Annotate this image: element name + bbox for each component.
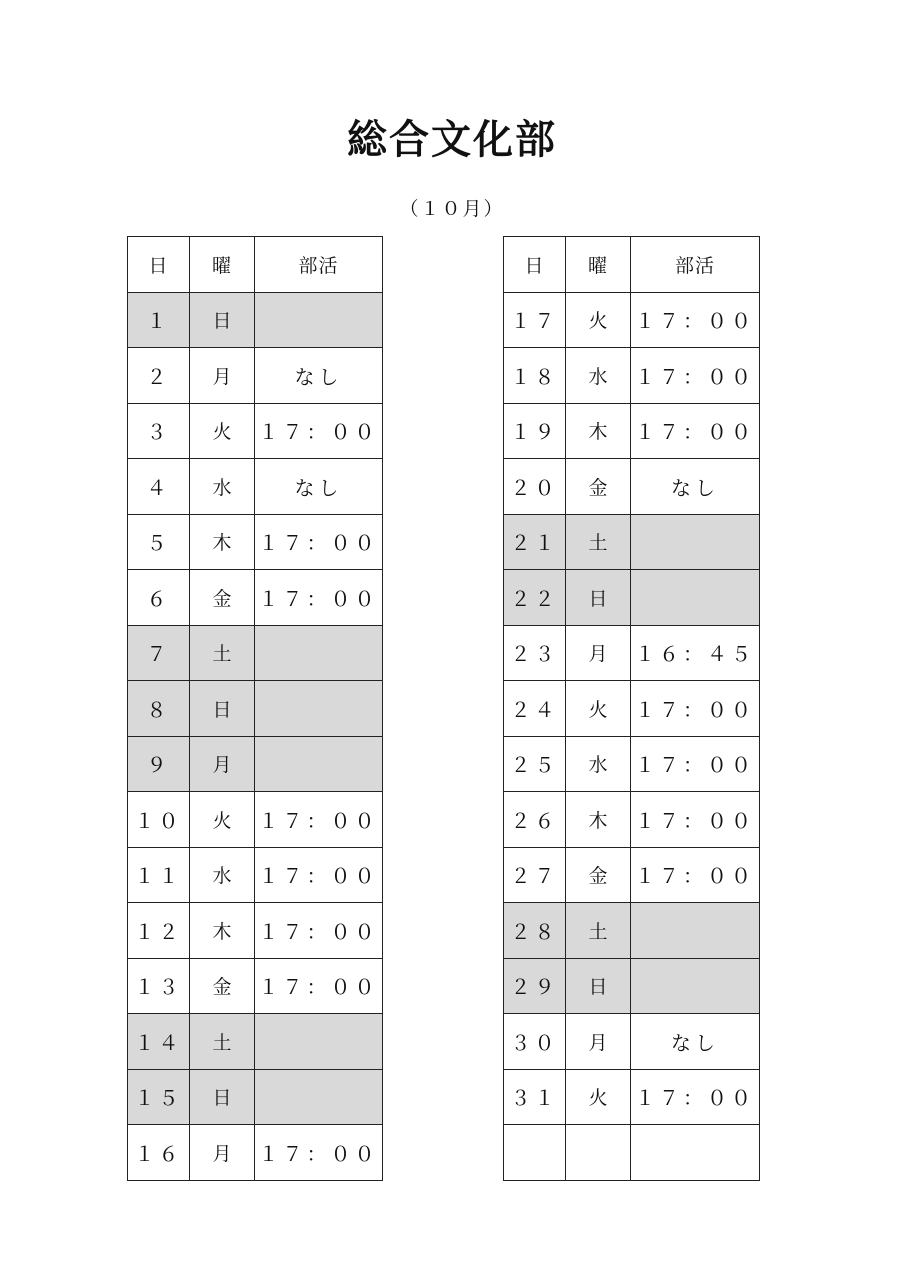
table-row — [504, 348, 760, 404]
table-row — [504, 958, 760, 1014]
club-time-cell — [255, 681, 383, 737]
schedule-body-left — [128, 292, 383, 1180]
day-cell: ７ — [128, 625, 190, 681]
day-cell: ２９ — [504, 958, 566, 1014]
weekday-cell: 日 — [190, 292, 255, 348]
club-time-cell — [631, 1125, 760, 1181]
day-cell: ３０ — [504, 1014, 566, 1070]
weekday-cell: 火 — [566, 1069, 631, 1125]
table-row — [504, 514, 760, 570]
table-row — [504, 1014, 760, 1070]
table-row — [128, 792, 383, 848]
day-cell: １９ — [504, 403, 566, 459]
weekday-cell: 火 — [566, 292, 631, 348]
club-time-cell: １７：００ — [255, 958, 383, 1014]
club-time-cell: １７：００ — [255, 570, 383, 626]
club-time-cell: なし — [631, 459, 760, 515]
day-cell: ３ — [128, 403, 190, 459]
table-row — [128, 348, 383, 404]
table-header-row — [128, 237, 383, 293]
club-time-cell — [255, 292, 383, 348]
weekday-cell: 月 — [190, 1125, 255, 1181]
header-weekday: 曜 — [566, 237, 631, 293]
table-row — [504, 1069, 760, 1125]
day-cell: ８ — [128, 681, 190, 737]
table-row — [504, 736, 760, 792]
weekday-cell: 日 — [566, 958, 631, 1014]
table-row — [504, 1125, 760, 1181]
weekday-cell: 土 — [190, 625, 255, 681]
day-cell — [504, 1125, 566, 1181]
page-title: 総合文化部 — [347, 116, 557, 163]
weekday-cell: 木 — [566, 792, 631, 848]
weekday-cell: 水 — [566, 348, 631, 404]
day-cell: ６ — [128, 570, 190, 626]
table-row — [504, 459, 760, 515]
weekday-cell: 木 — [566, 403, 631, 459]
club-time-cell — [631, 958, 760, 1014]
table-row — [504, 292, 760, 348]
club-time-cell: １７：００ — [255, 1125, 383, 1181]
header-club: 部活 — [255, 237, 383, 293]
weekday-cell: 日 — [190, 1069, 255, 1125]
day-cell: ２３ — [504, 625, 566, 681]
weekday-cell: 水 — [566, 736, 631, 792]
day-cell: １７ — [504, 292, 566, 348]
day-cell: ５ — [128, 514, 190, 570]
club-time-cell — [255, 736, 383, 792]
club-time-cell: １７：００ — [631, 847, 760, 903]
weekday-cell: 木 — [190, 903, 255, 959]
day-cell: ４ — [128, 459, 190, 515]
club-time-cell: なし — [631, 1014, 760, 1070]
table-row — [128, 292, 383, 348]
weekday-cell: 月 — [566, 1014, 631, 1070]
weekday-cell: 火 — [190, 403, 255, 459]
club-time-cell: １７：００ — [631, 348, 760, 404]
day-cell: ９ — [128, 736, 190, 792]
table-row — [504, 903, 760, 959]
table-row — [504, 403, 760, 459]
weekday-cell: 火 — [190, 792, 255, 848]
club-time-cell: １７：００ — [255, 847, 383, 903]
club-time-cell — [255, 625, 383, 681]
table-row — [128, 903, 383, 959]
table-row — [504, 792, 760, 848]
day-cell: ２４ — [504, 681, 566, 737]
table-row — [128, 1125, 383, 1181]
table-row — [128, 1014, 383, 1070]
table-row — [504, 625, 760, 681]
header-club: 部活 — [631, 237, 760, 293]
club-time-cell: １７：００ — [631, 736, 760, 792]
club-time-cell: １７：００ — [631, 1069, 760, 1125]
weekday-cell: 土 — [566, 903, 631, 959]
day-cell: １１ — [128, 847, 190, 903]
weekday-cell: 金 — [190, 570, 255, 626]
table-row — [128, 459, 383, 515]
header-day: 日 — [128, 237, 190, 293]
day-cell: １８ — [504, 348, 566, 404]
club-time-cell — [631, 570, 760, 626]
table-row — [504, 681, 760, 737]
table-row — [128, 958, 383, 1014]
schedule-table-right — [503, 236, 760, 1181]
table-row — [504, 570, 760, 626]
day-cell: ２２ — [504, 570, 566, 626]
day-cell: ２０ — [504, 459, 566, 515]
day-cell: ２１ — [504, 514, 566, 570]
weekday-cell: 日 — [190, 681, 255, 737]
table-row — [128, 514, 383, 570]
table-row — [128, 625, 383, 681]
weekday-cell — [566, 1125, 631, 1181]
header-day: 日 — [504, 237, 566, 293]
weekday-cell: 水 — [190, 847, 255, 903]
weekday-cell: 木 — [190, 514, 255, 570]
day-cell: ２５ — [504, 736, 566, 792]
club-time-cell — [255, 1014, 383, 1070]
weekday-cell: 水 — [190, 459, 255, 515]
club-time-cell: １７：００ — [631, 292, 760, 348]
day-cell: １３ — [128, 958, 190, 1014]
day-cell: ２ — [128, 348, 190, 404]
day-cell: ２６ — [504, 792, 566, 848]
table-row — [128, 736, 383, 792]
club-time-cell: なし — [255, 459, 383, 515]
weekday-cell: 月 — [190, 736, 255, 792]
club-time-cell — [631, 514, 760, 570]
day-cell: １４ — [128, 1014, 190, 1070]
schedule-table-left — [127, 236, 383, 1181]
day-cell: １６ — [128, 1125, 190, 1181]
table-row — [128, 1069, 383, 1125]
schedule-body-right — [504, 292, 760, 1180]
weekday-cell: 金 — [190, 958, 255, 1014]
table-row — [128, 681, 383, 737]
table-header-row — [504, 237, 760, 293]
club-time-cell: なし — [255, 348, 383, 404]
day-cell: １２ — [128, 903, 190, 959]
club-time-cell: １６：４５ — [631, 625, 760, 681]
weekday-cell: 日 — [566, 570, 631, 626]
club-time-cell: １７：００ — [631, 403, 760, 459]
table-row — [128, 403, 383, 459]
club-time-cell: １７：００ — [631, 681, 760, 737]
day-cell: ３１ — [504, 1069, 566, 1125]
weekday-cell: 金 — [566, 459, 631, 515]
header-weekday: 曜 — [190, 237, 255, 293]
weekday-cell: 金 — [566, 847, 631, 903]
weekday-cell: 月 — [190, 348, 255, 404]
club-time-cell — [631, 903, 760, 959]
day-cell: １５ — [128, 1069, 190, 1125]
day-cell: ２８ — [504, 903, 566, 959]
month-subtitle: （１０月） — [399, 198, 505, 220]
day-cell: １０ — [128, 792, 190, 848]
club-time-cell — [255, 1069, 383, 1125]
day-cell: １ — [128, 292, 190, 348]
table-row — [128, 847, 383, 903]
club-time-cell: １７：００ — [255, 792, 383, 848]
club-time-cell: １７：００ — [255, 903, 383, 959]
weekday-cell: 月 — [566, 625, 631, 681]
day-cell: ２７ — [504, 847, 566, 903]
club-time-cell: １７：００ — [631, 792, 760, 848]
table-row — [504, 847, 760, 903]
weekday-cell: 土 — [566, 514, 631, 570]
club-time-cell: １７：００ — [255, 514, 383, 570]
club-time-cell: １７：００ — [255, 403, 383, 459]
weekday-cell: 土 — [190, 1014, 255, 1070]
table-row — [128, 570, 383, 626]
weekday-cell: 火 — [566, 681, 631, 737]
